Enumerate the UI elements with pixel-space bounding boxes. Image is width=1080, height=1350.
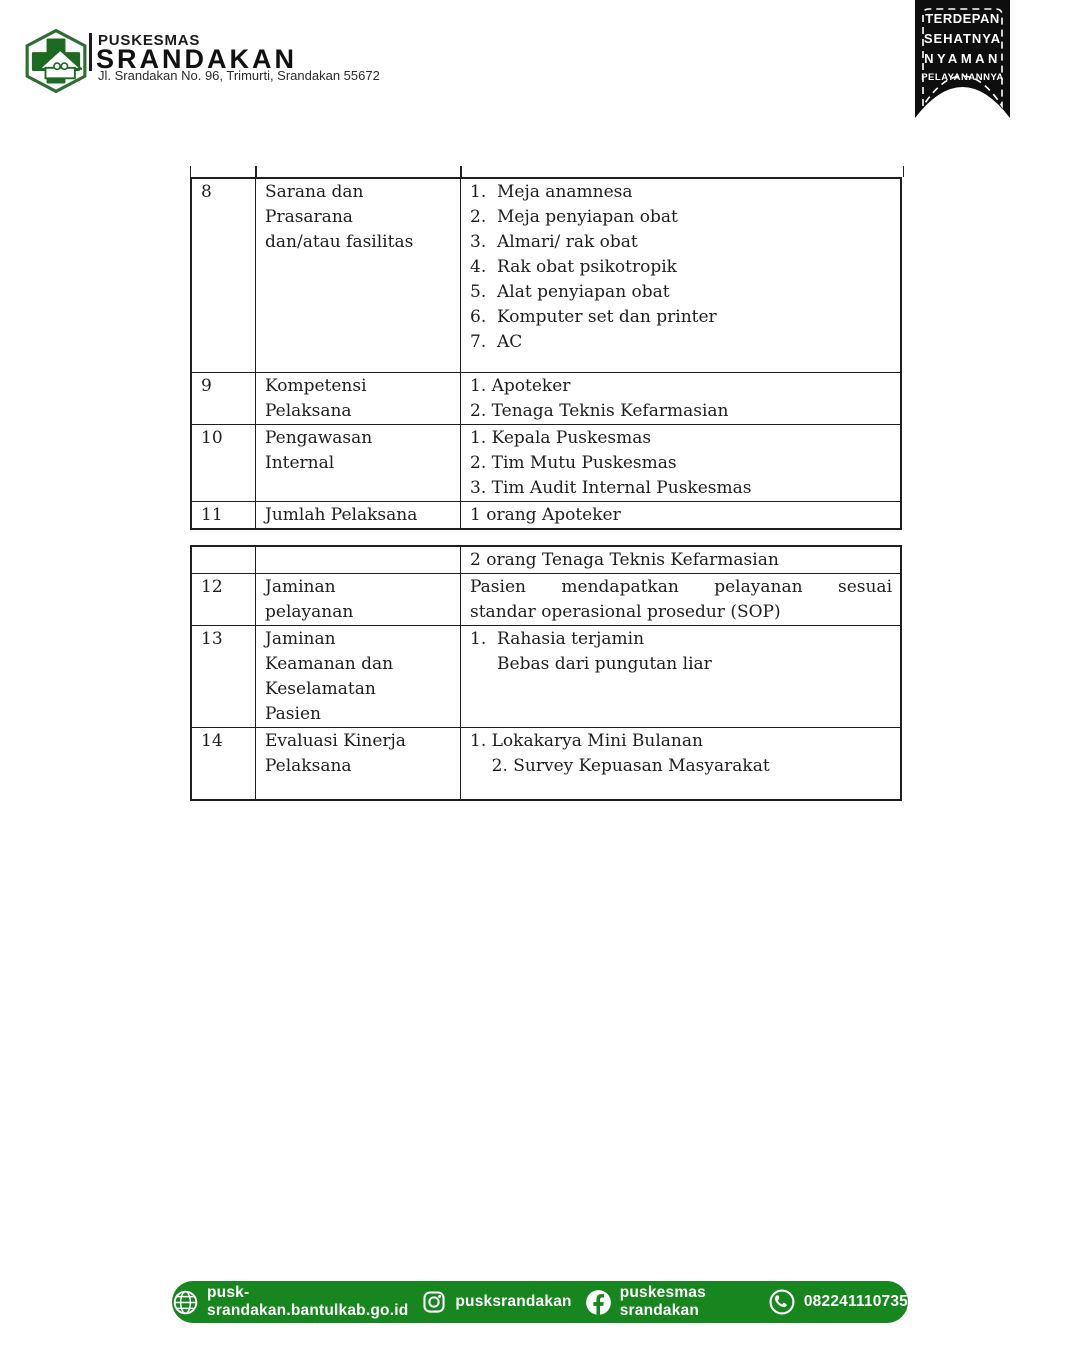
website-text: pusk-srandakan.bantulkab.go.id	[207, 1284, 409, 1319]
brand-address: Jl. Srandakan No. 96, Trimurti, Srandakan 55672	[98, 68, 380, 83]
row-number-cell: 10	[192, 425, 256, 501]
table-row-continuation	[192, 547, 900, 573]
row-number-cell: 13	[192, 626, 256, 727]
facebook-icon	[585, 1289, 612, 1316]
contact-footer-bar	[172, 1281, 908, 1323]
table-row-12	[192, 573, 900, 625]
row-content-cell: 2 orang Tenaga Teknis Kefarmasian	[470, 550, 779, 570]
row-content-cell: 1 orang Apoteker	[470, 505, 621, 525]
brand-divider	[89, 33, 92, 71]
row-number-cell	[192, 547, 256, 573]
facebook-contact	[585, 1284, 755, 1320]
row-number-cell: 14	[192, 728, 256, 799]
row-content-cell: 1. Apoteker 2. Tenaga Teknis Kefarmasian	[470, 376, 729, 421]
ribbon-line-4: PELAYANANNYA	[921, 72, 1004, 83]
website-contact	[172, 1284, 408, 1320]
whatsapp-icon	[768, 1288, 796, 1316]
row-number-cell: 11	[192, 502, 256, 528]
brand-name: SRANDAKAN	[96, 44, 297, 74]
ribbon-line-1: TERDEPAN	[925, 11, 1000, 26]
row-label-cell: Evaluasi Kinerja Pelaksana	[256, 728, 461, 799]
row-label-cell: Jaminan pelayanan	[256, 574, 461, 625]
instagram-contact	[421, 1289, 571, 1315]
row-number-cell: 12	[192, 574, 256, 625]
ribbon-line-2: SEHATNYA	[923, 31, 1002, 46]
facebook-text: puskesmas srandakan	[619, 1284, 706, 1319]
row-content-cell: 1. Kepala Puskesmas 2. Tim Mutu Puskesmas 3. Tim Audit Internal Puskesmas	[470, 428, 752, 498]
row-number-cell: 8	[192, 179, 256, 372]
table-row-8	[192, 179, 900, 372]
row-label-cell: Kompetensi Pelaksana	[256, 373, 461, 424]
table-row-13	[192, 625, 900, 727]
service-standards-table-1	[190, 177, 902, 530]
puskesmas-logo-icon	[24, 29, 88, 93]
tagline-ribbon	[915, 0, 1010, 125]
instagram-icon	[421, 1289, 447, 1315]
table-cutoff-stub	[190, 166, 904, 177]
row-label-cell: Pengawasan Internal	[256, 425, 461, 501]
table-row-10	[192, 424, 900, 501]
row-content-cell: 1. Rahasia terjamin Bebas dari pungutan liar	[470, 629, 712, 674]
whatsapp-contact	[768, 1288, 908, 1316]
row-label-cell: Sarana dan Prasarana dan/atau fasilitas	[256, 179, 461, 372]
brand-org-label: PUSKESMAS	[98, 32, 201, 49]
row-content-cell: 1. Meja anamnesa 2. Meja penyiapan obat 3. Almari/ rak obat 4. Rak obat psikotropik 5. Alat penyiapan obat 6. Komputer set dan printer 7. AC	[470, 182, 717, 352]
ribbon-line-3: NYAMAN	[924, 51, 1001, 66]
row-content-cell: 1. Lokakarya Mini Bulanan 2. Survey Kepuasan Masyarakat	[470, 731, 770, 776]
row-label-cell: Jaminan Keamanan dan Keselamatan Pasien	[256, 626, 461, 727]
row-content-cell: Pasien mendapatkan pelayanan sesuai standar operasional prosedur (SOP)	[470, 577, 892, 622]
whatsapp-text: 082241110735	[803, 1293, 908, 1310]
table-row-11	[192, 501, 900, 528]
table-row-14	[192, 727, 900, 799]
row-label-cell	[256, 547, 461, 573]
service-standards-table-2	[190, 545, 902, 801]
table-row-9	[192, 372, 900, 424]
instagram-text: pusksrandakan	[455, 1293, 572, 1310]
row-label-cell: Jumlah Pelaksana	[256, 502, 461, 528]
globe-icon	[172, 1289, 199, 1316]
row-number-cell: 9	[192, 373, 256, 424]
